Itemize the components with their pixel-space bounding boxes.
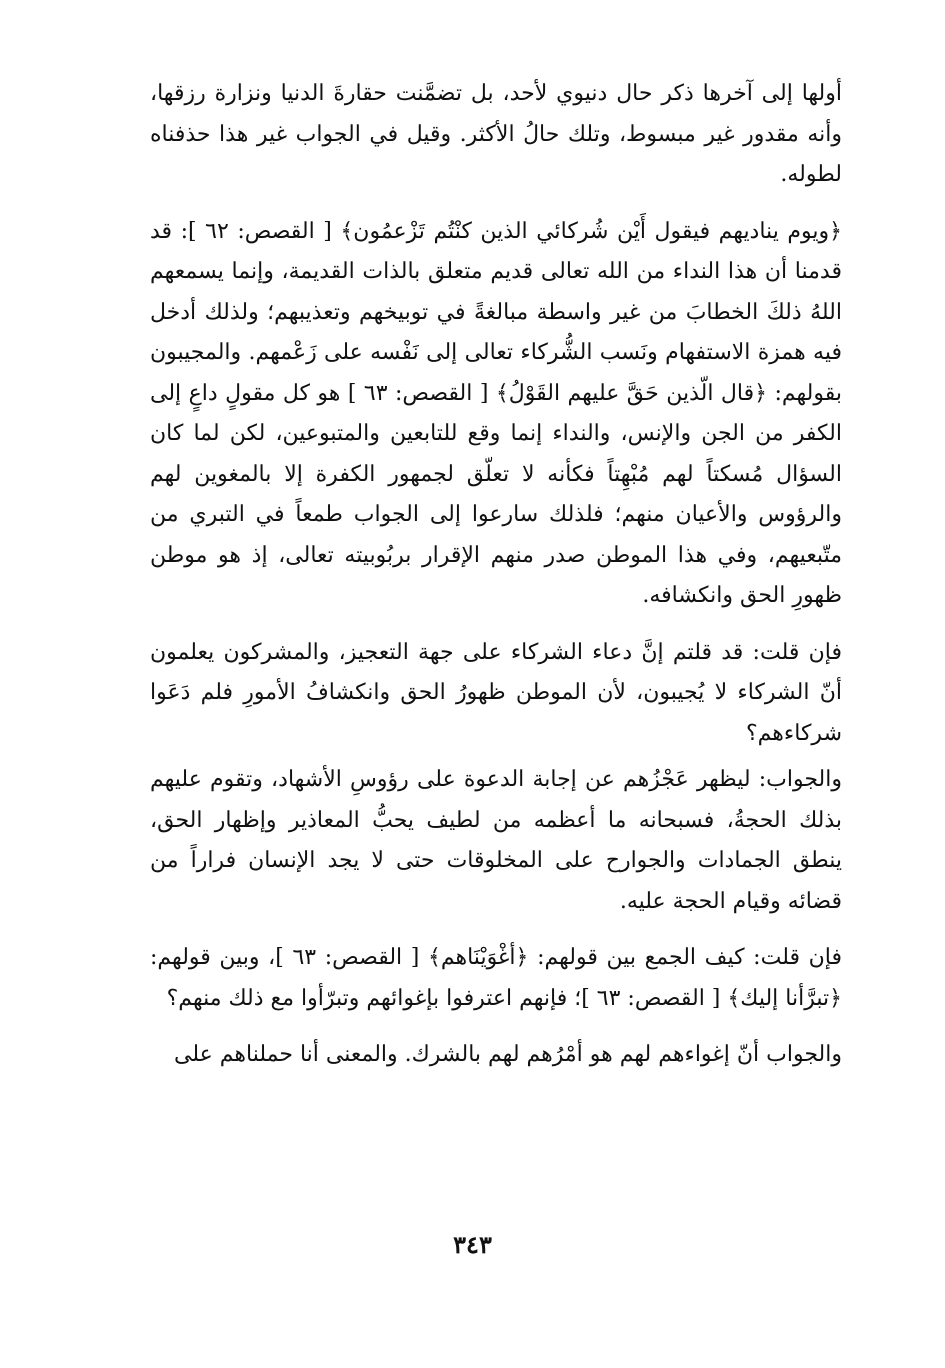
paragraph-3: فإن قلت: قد قلتم إنَّ دعاء الشركاء على جهة التعجيز، والمشركون يعلمون أنّ الشركاء لا يُجيبون، لأن الموطن ظهورُ الحق وانكشافُ الأمورِ فلم دَعَوا شركاءهم؟ (150, 639, 842, 746)
page-body (150, 74, 842, 1076)
paragraph-4: والجواب: ليظهر عَجْزُهم عن إجابة الدعوة على رؤوسِ الأشهاد، وتقوم عليهم بذلك الحجةُ، فسبحانه ما أعظمه من لطيف يحبُّ المعاذير وإظهار الحق، ينطق الجمادات والجوارح على المخلوقات حتى لا يجد الإنسان فراراً من قضائه وقيام الحجة عليه. (150, 767, 842, 914)
paragraph-6: والجواب أنّ إغواءهم لهم هو أمْرُهم لهم بالشرك. والمعنى أنا حملناهم على (174, 1042, 842, 1067)
paragraph-5: فإن قلت: كيف الجمع بين قولهم: ﴿أغْوَيْنَاهم﴾ [ القصص: ٦٣ ]، وبين قولهم: ﴿تبرَّأنا إليك﴾ [ القصص: ٦٣ ]؛ فإنهم اعترفوا بإغوائهم وتبرّأوا مع ذلك منهم؟ (150, 945, 842, 1011)
paragraph-1: أولها إلى آخرها ذكر حال دنيوي لأحد، بل تضمَّنت حقارةَ الدنيا ونزارة رزقها، وأنه مقدور غير مبسوط، وتلك حالُ الأكثر. وقيل في الجواب غير هذا حذفناه لطوله. (150, 81, 842, 187)
paragraph-2: ﴿ويوم يناديهم فيقول أَيْن شُركائي الذين كنْتُم تَزْعمُون﴾ [ القصص: ٦٢ ]: قد قدمنا أن هذا النداء من الله تعالى قديم متعلق بالذات القديمة، وإنما يسمعهم اللهُ ذلكَ الخطابَ من غير واسطة مبالغةً في توبيخهم وتعذيبهم؛ ولذلك أدخل فيه همزة الاستفهام ونَسب الشُّركاء تعالى إلى نَفْسه على زَعْمهم. والمجيبون بقولهم: ﴿قال الّذين حَقَّ عليهم القَوْلُ﴾ [ القصص: ٦٣ ] هو كل مقولٍ داعٍ إلى الكفر من الجن والإنس، والنداء إنما وقع للتابعين والمتبوعين، لكن لما كان السؤال مُسكتاً لهم مُبْهِتاً فكأنه لا تعلّق لجمهور الكفرة إلا بالمغوين لهم والرؤوس والأعيان منهم؛ فلذلك سارعوا إلى الجواب طمعاً في التبري من متّبعيهم، وفي هذا الموطن صدر منهم الإقرار بربُوبيته تعالى، إذ هو موطن ظهورِ الحق وانكشافه. (150, 218, 842, 608)
page-number: ٣٤٣ (453, 1230, 492, 1259)
